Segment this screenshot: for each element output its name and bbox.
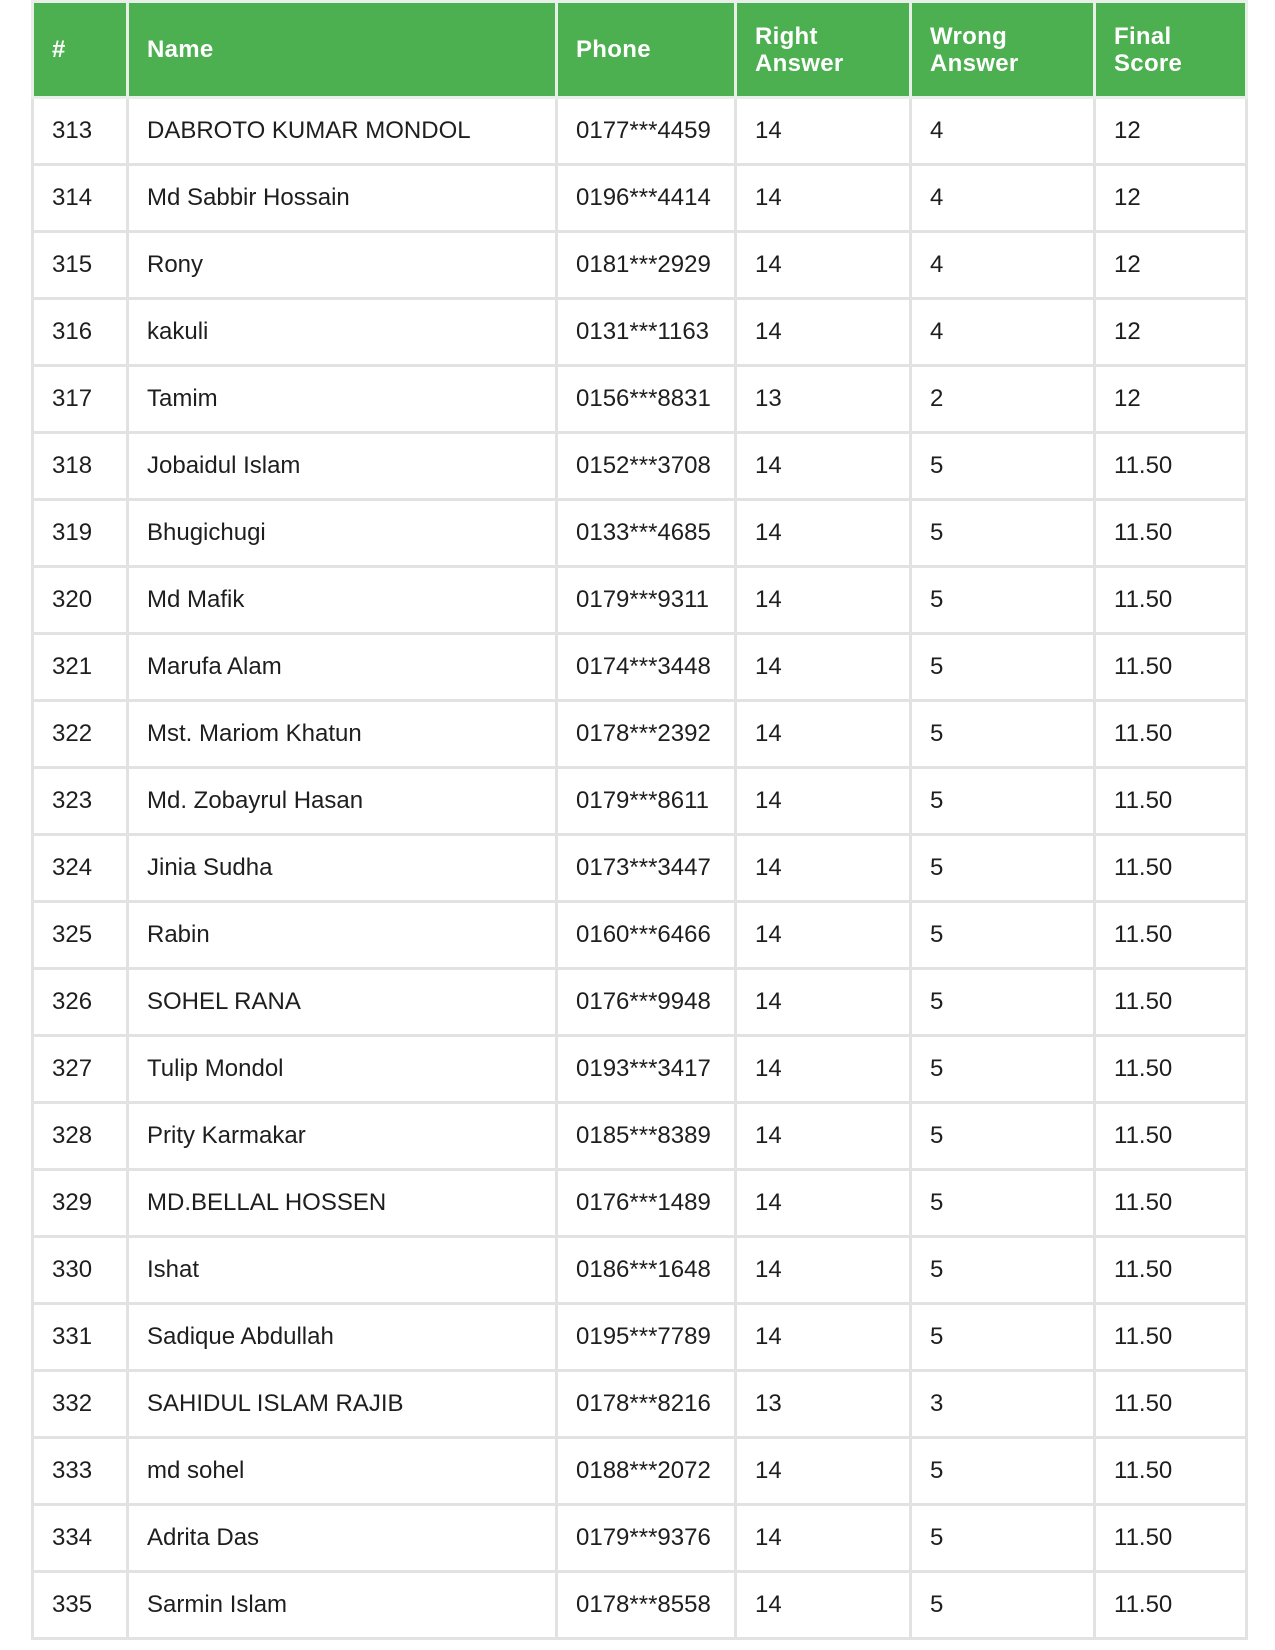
cell-phone: 0176***1489 bbox=[557, 1170, 736, 1237]
cell-final-score: 12 bbox=[1095, 98, 1247, 165]
cell-phone: 0181***2929 bbox=[557, 232, 736, 299]
cell-wrong-answer: 4 bbox=[911, 98, 1095, 165]
cell-phone: 0176***9948 bbox=[557, 969, 736, 1036]
table-row bbox=[33, 1237, 1247, 1304]
table-row bbox=[33, 701, 1247, 768]
cell-wrong-answer: 4 bbox=[911, 299, 1095, 366]
cell-wrong-answer: 5 bbox=[911, 1237, 1095, 1304]
cell-wrong-answer: 5 bbox=[911, 634, 1095, 701]
cell-name: SOHEL RANA bbox=[128, 969, 557, 1036]
cell-wrong-answer: 2 bbox=[911, 366, 1095, 433]
cell-phone: 0133***4685 bbox=[557, 500, 736, 567]
cell-right-answer: 14 bbox=[736, 299, 911, 366]
table-body bbox=[33, 98, 1247, 1639]
cell-final-score: 11.50 bbox=[1095, 500, 1247, 567]
cell-right-answer: 14 bbox=[736, 567, 911, 634]
cell-name: Jobaidul Islam bbox=[128, 433, 557, 500]
cell-number: 326 bbox=[33, 969, 128, 1036]
cell-right-answer: 14 bbox=[736, 1036, 911, 1103]
cell-number: 324 bbox=[33, 835, 128, 902]
table-row bbox=[33, 1170, 1247, 1237]
cell-final-score: 11.50 bbox=[1095, 969, 1247, 1036]
cell-right-answer: 14 bbox=[736, 701, 911, 768]
header-number: # bbox=[33, 2, 128, 98]
cell-phone: 0188***2072 bbox=[557, 1438, 736, 1505]
table-row bbox=[33, 835, 1247, 902]
cell-wrong-answer: 5 bbox=[911, 1170, 1095, 1237]
cell-name: Mst. Mariom Khatun bbox=[128, 701, 557, 768]
cell-number: 334 bbox=[33, 1505, 128, 1572]
cell-final-score: 12 bbox=[1095, 165, 1247, 232]
cell-right-answer: 14 bbox=[736, 1572, 911, 1639]
cell-right-answer: 14 bbox=[736, 1505, 911, 1572]
header-final-score-line: Final bbox=[1114, 22, 1172, 50]
table-row bbox=[33, 1036, 1247, 1103]
cell-final-score: 11.50 bbox=[1095, 1304, 1247, 1371]
cell-phone: 0178***8216 bbox=[557, 1371, 736, 1438]
cell-number: 323 bbox=[33, 768, 128, 835]
cell-name: Prity Karmakar bbox=[128, 1103, 557, 1170]
cell-phone: 0186***1648 bbox=[557, 1237, 736, 1304]
cell-name: DABROTO KUMAR MONDOL bbox=[128, 98, 557, 165]
cell-name: Ishat bbox=[128, 1237, 557, 1304]
header-right-answer bbox=[736, 2, 911, 98]
cell-final-score: 11.50 bbox=[1095, 1505, 1247, 1572]
cell-wrong-answer: 5 bbox=[911, 567, 1095, 634]
table-row bbox=[33, 500, 1247, 567]
cell-wrong-answer: 5 bbox=[911, 433, 1095, 500]
cell-right-answer: 14 bbox=[736, 1103, 911, 1170]
cell-number: 327 bbox=[33, 1036, 128, 1103]
cell-number: 319 bbox=[33, 500, 128, 567]
table-header bbox=[33, 2, 1247, 98]
cell-number: 322 bbox=[33, 701, 128, 768]
table-row bbox=[33, 433, 1247, 500]
table-row bbox=[33, 902, 1247, 969]
cell-phone: 0185***8389 bbox=[557, 1103, 736, 1170]
cell-name: Rony bbox=[128, 232, 557, 299]
cell-phone: 0179***9311 bbox=[557, 567, 736, 634]
cell-number: 333 bbox=[33, 1438, 128, 1505]
cell-phone: 0152***3708 bbox=[557, 433, 736, 500]
cell-number: 321 bbox=[33, 634, 128, 701]
cell-wrong-answer: 5 bbox=[911, 1103, 1095, 1170]
cell-name: Adrita Das bbox=[128, 1505, 557, 1572]
cell-final-score: 12 bbox=[1095, 299, 1247, 366]
cell-wrong-answer: 5 bbox=[911, 902, 1095, 969]
table-row bbox=[33, 1103, 1247, 1170]
cell-final-score: 11.50 bbox=[1095, 1170, 1247, 1237]
cell-wrong-answer: 5 bbox=[911, 1438, 1095, 1505]
cell-phone: 0179***8611 bbox=[557, 768, 736, 835]
cell-wrong-answer: 5 bbox=[911, 835, 1095, 902]
cell-number: 332 bbox=[33, 1371, 128, 1438]
cell-number: 320 bbox=[33, 567, 128, 634]
header-wrong-answer-line: Wrong bbox=[930, 22, 1008, 50]
cell-final-score: 11.50 bbox=[1095, 1103, 1247, 1170]
cell-number: 331 bbox=[33, 1304, 128, 1371]
table-row bbox=[33, 366, 1247, 433]
table-row bbox=[33, 98, 1247, 165]
cell-number: 330 bbox=[33, 1237, 128, 1304]
results-table bbox=[31, 0, 1248, 1640]
cell-final-score: 11.50 bbox=[1095, 768, 1247, 835]
cell-name: Md Sabbir Hossain bbox=[128, 165, 557, 232]
header-final-score-line: Score bbox=[1114, 49, 1183, 77]
table-row bbox=[33, 969, 1247, 1036]
cell-wrong-answer: 4 bbox=[911, 165, 1095, 232]
header-right-answer-line: Answer bbox=[755, 49, 844, 77]
cell-number: 316 bbox=[33, 299, 128, 366]
cell-wrong-answer: 5 bbox=[911, 969, 1095, 1036]
header-wrong-answer bbox=[911, 2, 1095, 98]
cell-phone: 0131***1163 bbox=[557, 299, 736, 366]
cell-phone: 0160***6466 bbox=[557, 902, 736, 969]
cell-name: Bhugichugi bbox=[128, 500, 557, 567]
table-row bbox=[33, 634, 1247, 701]
cell-name: Tamim bbox=[128, 366, 557, 433]
cell-final-score: 11.50 bbox=[1095, 1036, 1247, 1103]
table-row bbox=[33, 1572, 1247, 1639]
cell-right-answer: 14 bbox=[736, 232, 911, 299]
cell-wrong-answer: 4 bbox=[911, 232, 1095, 299]
table-row bbox=[33, 1371, 1247, 1438]
cell-right-answer: 13 bbox=[736, 366, 911, 433]
cell-final-score: 11.50 bbox=[1095, 1371, 1247, 1438]
cell-phone: 0174***3448 bbox=[557, 634, 736, 701]
header-wrong-answer-line: Answer bbox=[930, 49, 1019, 77]
cell-name: kakuli bbox=[128, 299, 557, 366]
cell-final-score: 12 bbox=[1095, 232, 1247, 299]
cell-right-answer: 14 bbox=[736, 1237, 911, 1304]
cell-name: Marufa Alam bbox=[128, 634, 557, 701]
cell-name: Tulip Mondol bbox=[128, 1036, 557, 1103]
cell-phone: 0156***8831 bbox=[557, 366, 736, 433]
cell-final-score: 11.50 bbox=[1095, 567, 1247, 634]
cell-name: Rabin bbox=[128, 902, 557, 969]
cell-name: SAHIDUL ISLAM RAJIB bbox=[128, 1371, 557, 1438]
table-row bbox=[33, 768, 1247, 835]
cell-phone: 0193***3417 bbox=[557, 1036, 736, 1103]
cell-wrong-answer: 5 bbox=[911, 500, 1095, 567]
cell-phone: 0177***4459 bbox=[557, 98, 736, 165]
header-phone: Phone bbox=[557, 2, 736, 98]
cell-name: Md Mafik bbox=[128, 567, 557, 634]
cell-number: 335 bbox=[33, 1572, 128, 1639]
cell-name: Md. Zobayrul Hasan bbox=[128, 768, 557, 835]
cell-right-answer: 14 bbox=[736, 835, 911, 902]
cell-final-score: 11.50 bbox=[1095, 433, 1247, 500]
cell-number: 317 bbox=[33, 366, 128, 433]
cell-name: Jinia Sudha bbox=[128, 835, 557, 902]
cell-wrong-answer: 5 bbox=[911, 1505, 1095, 1572]
table-row bbox=[33, 567, 1247, 634]
cell-phone: 0196***4414 bbox=[557, 165, 736, 232]
cell-name: Sarmin Islam bbox=[128, 1572, 557, 1639]
cell-right-answer: 14 bbox=[736, 98, 911, 165]
cell-phone: 0179***9376 bbox=[557, 1505, 736, 1572]
cell-phone: 0173***3447 bbox=[557, 835, 736, 902]
cell-number: 314 bbox=[33, 165, 128, 232]
cell-final-score: 11.50 bbox=[1095, 701, 1247, 768]
cell-right-answer: 14 bbox=[736, 902, 911, 969]
table-row bbox=[33, 1505, 1247, 1572]
cell-wrong-answer: 5 bbox=[911, 701, 1095, 768]
cell-final-score: 11.50 bbox=[1095, 902, 1247, 969]
cell-wrong-answer: 3 bbox=[911, 1371, 1095, 1438]
cell-right-answer: 14 bbox=[736, 768, 911, 835]
cell-phone: 0178***2392 bbox=[557, 701, 736, 768]
cell-phone: 0178***8558 bbox=[557, 1572, 736, 1639]
cell-right-answer: 14 bbox=[736, 1170, 911, 1237]
cell-final-score: 11.50 bbox=[1095, 634, 1247, 701]
header-final-score bbox=[1095, 2, 1247, 98]
cell-final-score: 12 bbox=[1095, 366, 1247, 433]
cell-right-answer: 14 bbox=[736, 433, 911, 500]
cell-right-answer: 14 bbox=[736, 500, 911, 567]
table-row bbox=[33, 165, 1247, 232]
cell-final-score: 11.50 bbox=[1095, 1438, 1247, 1505]
cell-number: 315 bbox=[33, 232, 128, 299]
cell-number: 328 bbox=[33, 1103, 128, 1170]
cell-final-score: 11.50 bbox=[1095, 1572, 1247, 1639]
table-row bbox=[33, 1438, 1247, 1505]
cell-number: 329 bbox=[33, 1170, 128, 1237]
table-row bbox=[33, 1304, 1247, 1371]
header-row bbox=[33, 2, 1247, 98]
cell-wrong-answer: 5 bbox=[911, 1036, 1095, 1103]
cell-right-answer: 13 bbox=[736, 1371, 911, 1438]
cell-phone: 0195***7789 bbox=[557, 1304, 736, 1371]
cell-right-answer: 14 bbox=[736, 1304, 911, 1371]
cell-name: MD.BELLAL HOSSEN bbox=[128, 1170, 557, 1237]
table-row bbox=[33, 232, 1247, 299]
cell-wrong-answer: 5 bbox=[911, 768, 1095, 835]
cell-wrong-answer: 5 bbox=[911, 1304, 1095, 1371]
cell-number: 313 bbox=[33, 98, 128, 165]
cell-right-answer: 14 bbox=[736, 165, 911, 232]
cell-final-score: 11.50 bbox=[1095, 1237, 1247, 1304]
cell-right-answer: 14 bbox=[736, 1438, 911, 1505]
cell-right-answer: 14 bbox=[736, 969, 911, 1036]
header-name: Name bbox=[128, 2, 557, 98]
cell-name: md sohel bbox=[128, 1438, 557, 1505]
cell-number: 325 bbox=[33, 902, 128, 969]
cell-name: Sadique Abdullah bbox=[128, 1304, 557, 1371]
cell-final-score: 11.50 bbox=[1095, 835, 1247, 902]
header-right-answer-line: Right bbox=[755, 22, 818, 50]
cell-right-answer: 14 bbox=[736, 634, 911, 701]
cell-number: 318 bbox=[33, 433, 128, 500]
table-row bbox=[33, 299, 1247, 366]
cell-wrong-answer: 5 bbox=[911, 1572, 1095, 1639]
